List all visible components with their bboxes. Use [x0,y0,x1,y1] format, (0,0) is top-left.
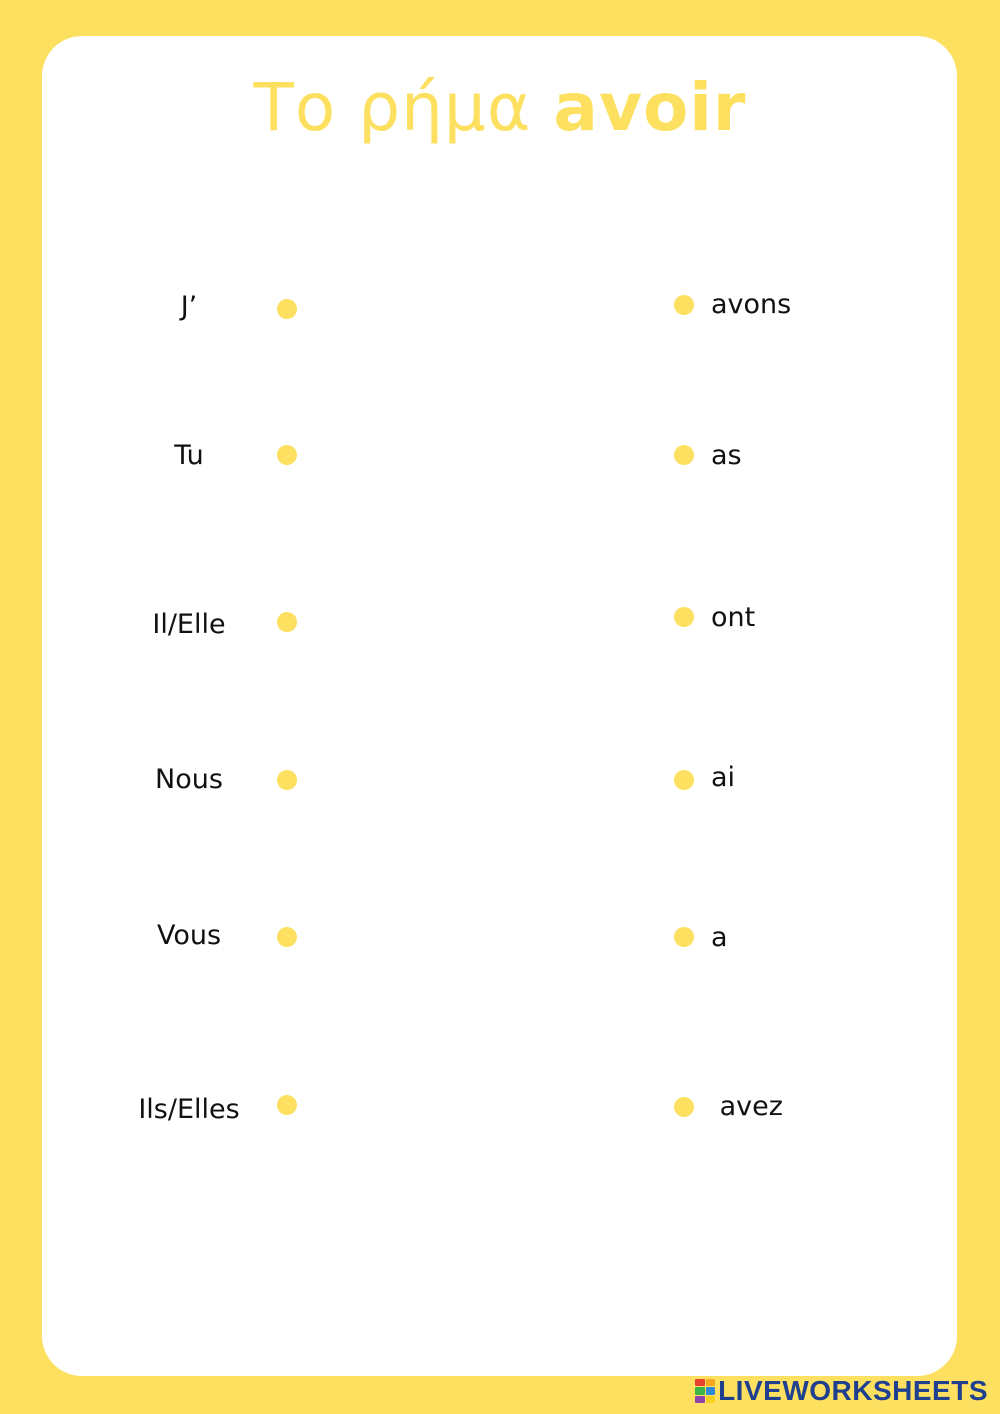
verb-form-label: as [711,440,742,471]
page-title [0,68,1000,148]
pronoun-label: Vous [156,920,222,951]
pronoun-label: Nous [155,764,223,795]
match-dot-right[interactable] [674,295,694,315]
pronoun-label: J’ [180,291,198,322]
pronoun-label: Ils/Elles [138,1094,240,1125]
title-greek-text: Το ρήμα [253,69,554,146]
verb-form-label: avez [711,1091,783,1122]
match-dot-left[interactable] [277,770,297,790]
pronoun-label: Il/Elle [152,609,226,640]
match-dot-left[interactable] [277,1095,297,1115]
match-dot-left[interactable] [277,927,297,947]
pronoun-label: Tu [174,440,204,471]
match-dot-left[interactable] [277,299,297,319]
match-dot-right[interactable] [674,770,694,790]
verb-form-label: avons [711,289,792,320]
match-dot-left[interactable] [277,612,297,632]
match-dot-right[interactable] [674,445,694,465]
liveworksheets-logo-text: LIVEWORKSHEETS [718,1375,988,1406]
match-dot-left[interactable] [277,445,297,465]
match-dot-right[interactable] [674,607,694,627]
match-dot-right[interactable] [674,1097,694,1117]
match-dot-right[interactable] [674,927,694,947]
liveworksheets-logo [695,1374,988,1408]
verb-form-label: a [711,922,728,953]
liveworksheets-logo-icon [695,1379,715,1403]
verb-form-label: ont [711,602,756,633]
worksheet-card [42,36,957,1376]
title-verb-text: avoir [553,69,747,146]
verb-form-label: ai [711,762,736,793]
